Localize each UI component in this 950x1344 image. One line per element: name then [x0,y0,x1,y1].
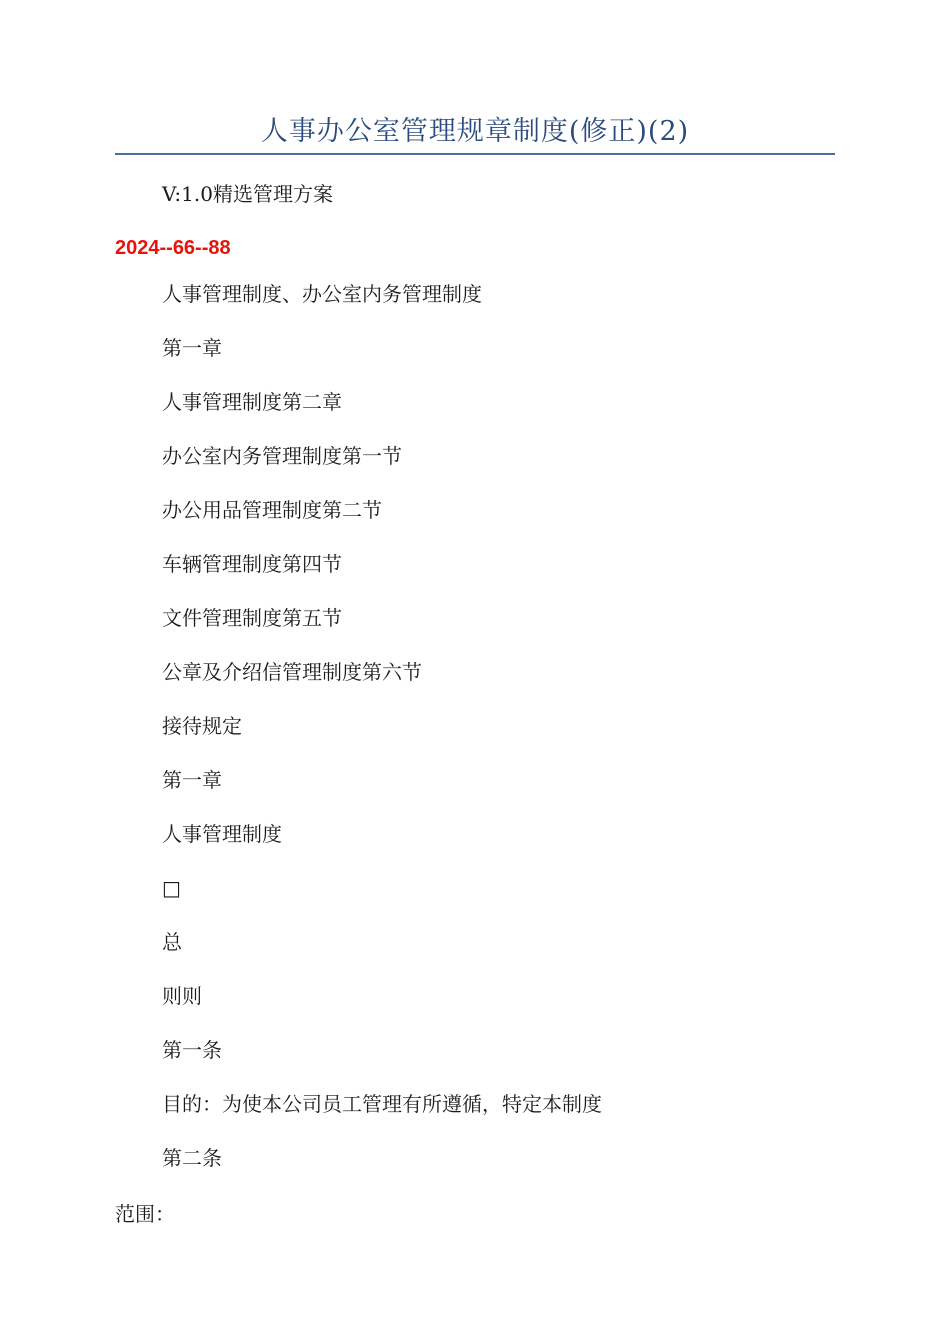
body-line: 范围： [115,1202,175,1226]
document-title: 人事办公室管理规章制度(修正)(2) [260,116,690,147]
toc-line: 人事管理制度、办公室内务管理制度 [162,282,482,306]
body-line: 则则 [162,984,202,1008]
toc-line: 文件管理制度第五节 [162,606,342,630]
version-label: V:1.0精选管理方案 [162,182,333,206]
toc-line: 车辆管理制度第四节 [162,552,342,576]
toc-line: 接待规定 [162,714,242,738]
body-line: 总 [162,930,182,954]
toc-line: 人事管理制度第二章 [162,390,342,414]
title-underline [115,153,835,155]
toc-line: 办公用品管理制度第二节 [162,498,382,522]
toc-line: 办公室内务管理制度第一节 [162,444,402,468]
document-date: 2024--66--88 [115,237,231,259]
checkbox-glyph: □ [162,876,181,900]
chapter-heading: 第一章 [162,768,222,792]
body-line: 目的：为使本公司员工管理有所遵循，特定本制度 [162,1092,602,1116]
article-heading: 第一条 [162,1038,222,1062]
chapter-heading: 第一章 [162,336,222,360]
section-heading: 人事管理制度 [162,822,282,846]
article-heading: 第二条 [162,1146,222,1170]
toc-line: 公章及介绍信管理制度第六节 [162,660,422,684]
